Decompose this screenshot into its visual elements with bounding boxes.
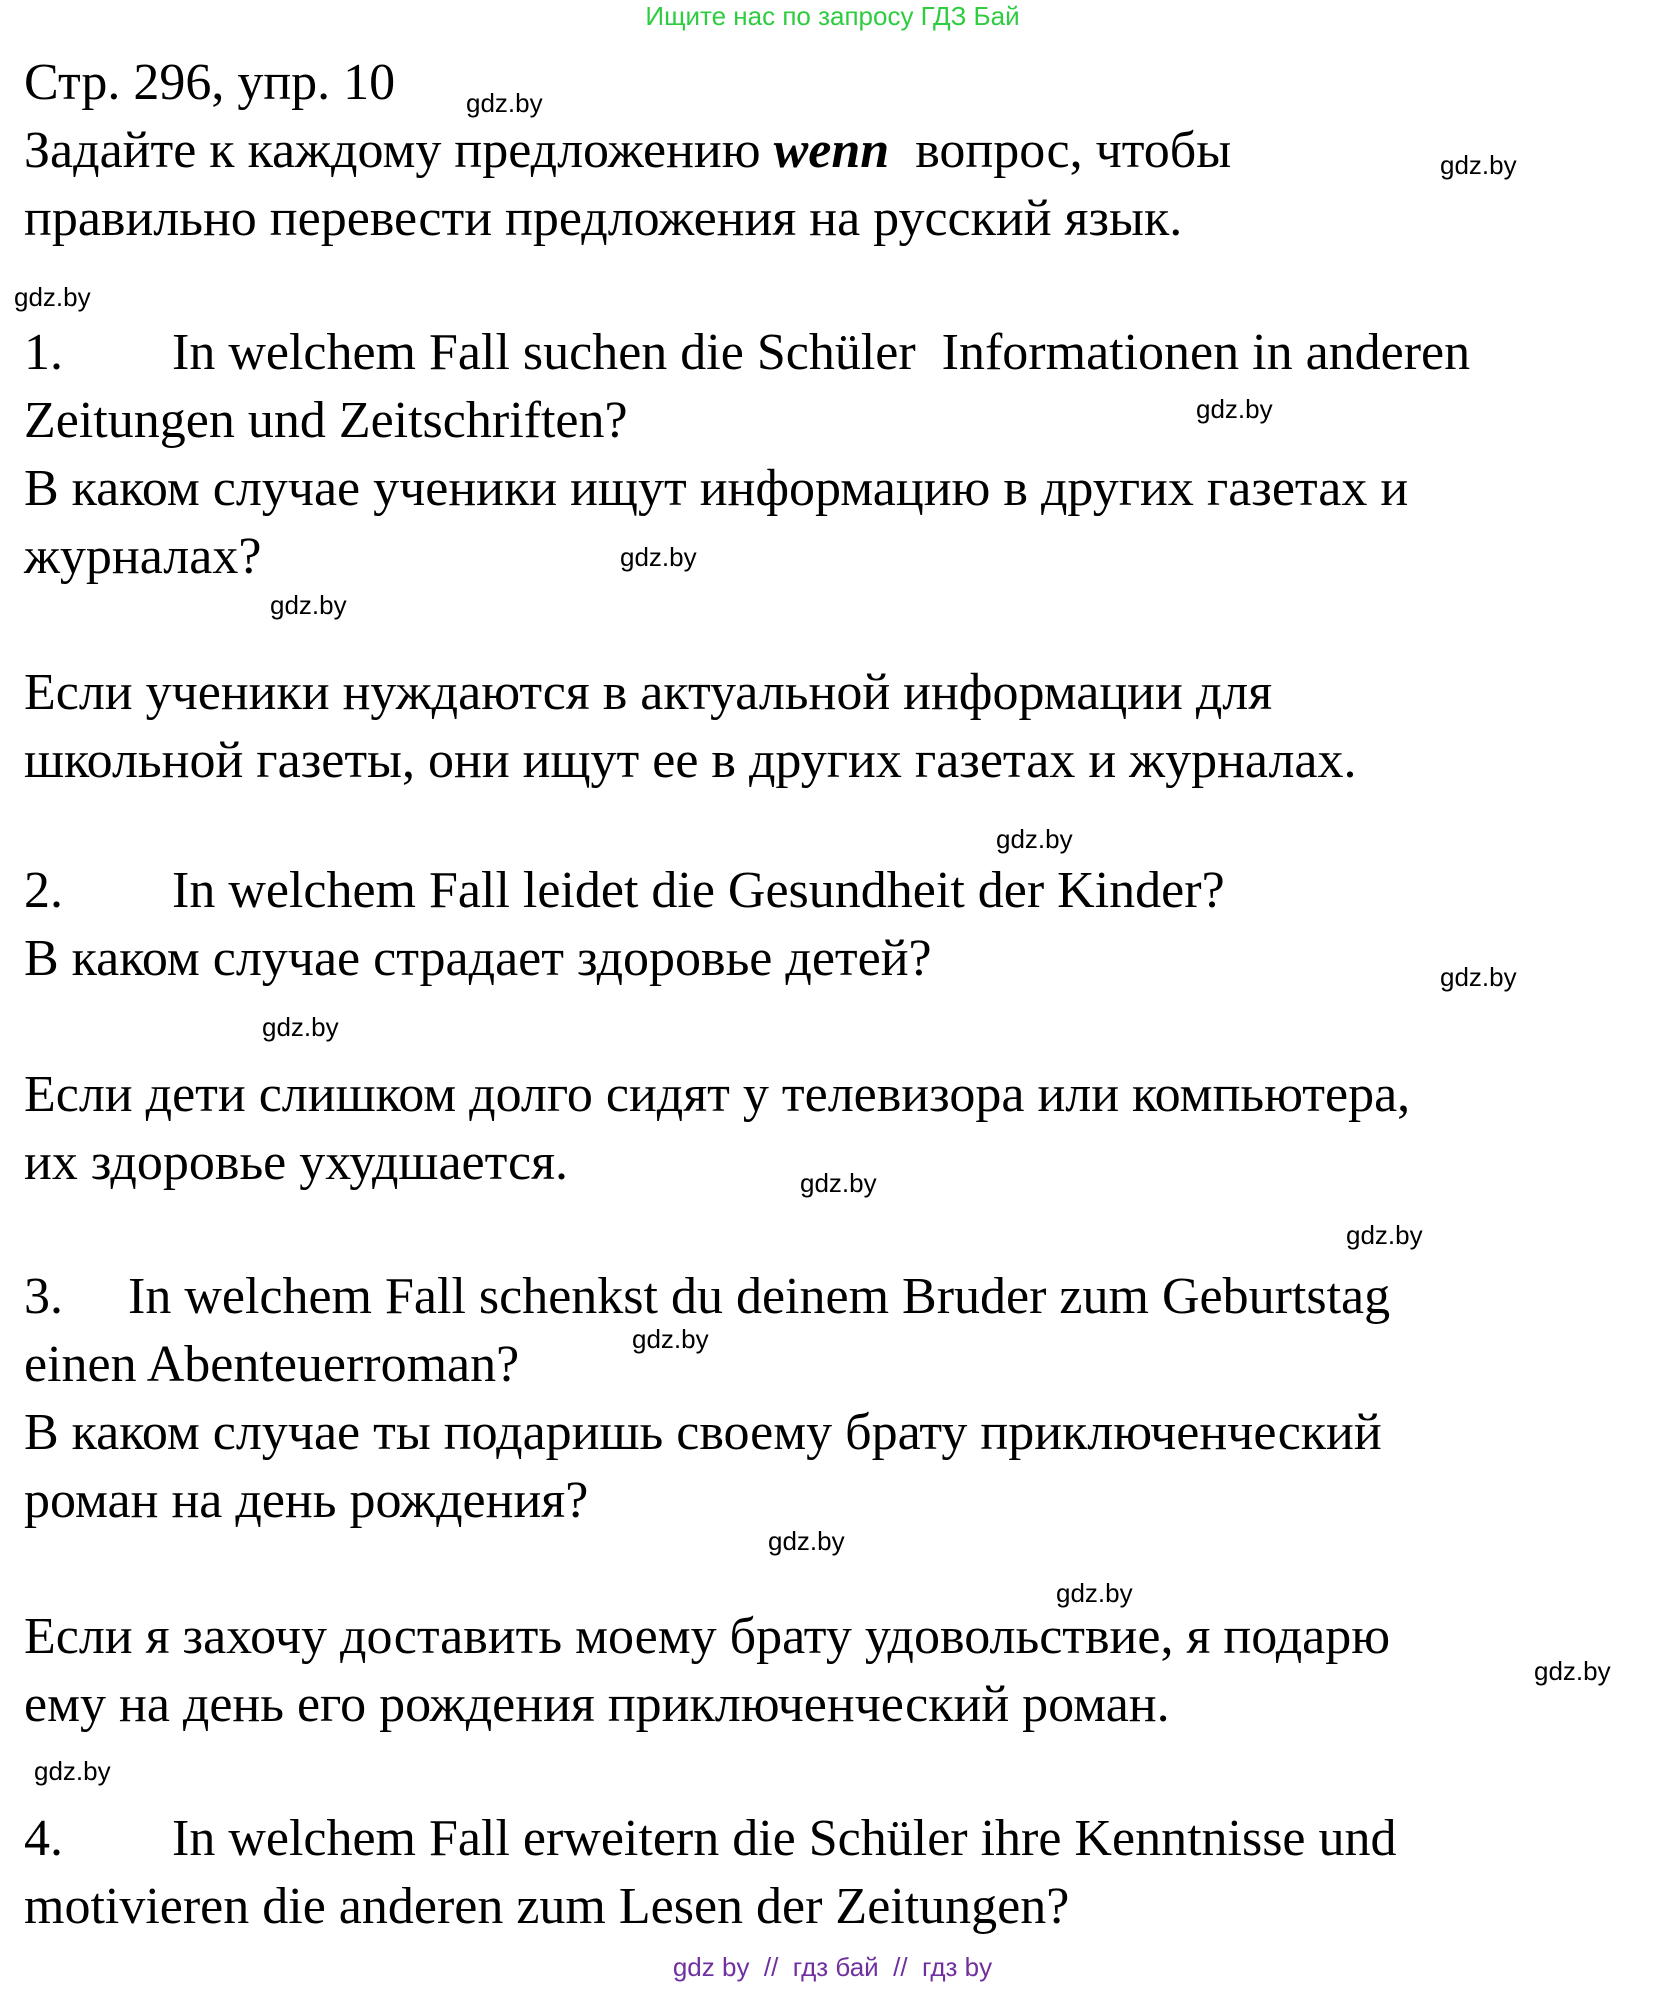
item-1-question-ru-line-2: журналах?	[24, 528, 262, 585]
item-2-question-de-text: In welchem Fall leidet die Gesundheit der Kinder?	[172, 862, 1225, 919]
instruction-keyword: wenn	[773, 122, 890, 179]
item-3-question-de-text: In welchem Fall schenkst du deinem Bruder zum Geburtstag	[128, 1268, 1391, 1325]
item-1-answer-line-1: Если ученики нуждаются в актуальной информации для	[24, 664, 1273, 721]
watermark: gdz.by	[1440, 150, 1517, 180]
item-3-question-de-line-2: einen Abenteuerroman?	[24, 1336, 520, 1393]
watermark: gdz.by	[632, 1324, 709, 1354]
item-2-number: 2.	[24, 862, 63, 919]
item-3-number: 3.	[24, 1268, 63, 1325]
item-1-question-de-line-2: Zeitungen und Zeitschriften?	[24, 392, 628, 449]
watermark: gdz.by	[262, 1012, 339, 1042]
item-4-number: 4.	[24, 1810, 63, 1867]
item-2-question-de-line-1	[24, 858, 1225, 924]
item-3-answer-line-1: Если я захочу доставить моему брату удовольствие, я подарю	[24, 1608, 1391, 1665]
item-1-question-de-text: In welchem Fall suchen die Schüler Informationen in anderen	[172, 324, 1471, 381]
item-1-number: 1.	[24, 324, 63, 381]
watermark: gdz.by	[800, 1168, 877, 1198]
watermark: gdz.by	[1534, 1656, 1611, 1686]
item-2-question-ru-line-1: В каком случае страдает здоровье детей?	[24, 930, 932, 987]
watermark: gdz.by	[1196, 394, 1273, 424]
item-2-answer-line-2: их здоровье ухудшается.	[24, 1134, 568, 1191]
watermark: gdz.by	[996, 824, 1073, 854]
search-hint-banner: Ищите нас по запросу ГДЗ Бай	[645, 1, 1020, 31]
watermark: gdz.by	[34, 1756, 111, 1786]
watermark: gdz.by	[466, 88, 543, 118]
item-3-answer-line-2: ему на день его рождения приключенческий роман.	[24, 1676, 1170, 1733]
watermark: gdz.by	[14, 282, 91, 312]
item-1-question-de-line-1	[24, 320, 1470, 386]
item-4-question-de-line-2: motivieren die anderen zum Lesen der Zeitungen?	[24, 1878, 1070, 1935]
item-1-question-ru-line-1: В каком случае ученики ищут информацию в других газетах и	[24, 460, 1409, 517]
watermark: gdz.by	[270, 590, 347, 620]
item-3-question-ru-line-2: роман на день рождения?	[24, 1472, 589, 1529]
exercise-title: Стр. 296, упр. 10	[24, 54, 396, 111]
instruction-text-start: Задайте к каждому предложению	[24, 122, 774, 179]
footer-links: gdz by // гдз бай // гдз by	[672, 1952, 993, 1982]
watermark: gdz.by	[1440, 962, 1517, 992]
item-2-answer-line-1: Если дети слишком долго сидят у телевизора или компьютера,	[24, 1066, 1411, 1123]
item-4-question-de-line-1	[24, 1806, 1397, 1872]
item-1-answer-line-2: школьной газеты, они ищут ее в других газетах и журналах.	[24, 732, 1357, 789]
item-4-question-de-text: In welchem Fall erweitern die Schüler ihre Kenntnisse und	[172, 1810, 1397, 1867]
watermark: gdz.by	[620, 542, 697, 572]
item-3-question-de-line-1	[24, 1264, 1390, 1330]
instruction-line-1	[24, 118, 1231, 184]
watermark: gdz.by	[768, 1526, 845, 1556]
instruction-line-2: правильно перевести предложения на русский язык.	[24, 190, 1183, 247]
watermark: gdz.by	[1056, 1578, 1133, 1608]
item-3-question-ru-line-1: В каком случае ты подаришь своему брату приключенческий	[24, 1404, 1382, 1461]
instruction-text-end: вопрос, чтобы	[889, 122, 1232, 179]
watermark: gdz.by	[1346, 1220, 1423, 1250]
